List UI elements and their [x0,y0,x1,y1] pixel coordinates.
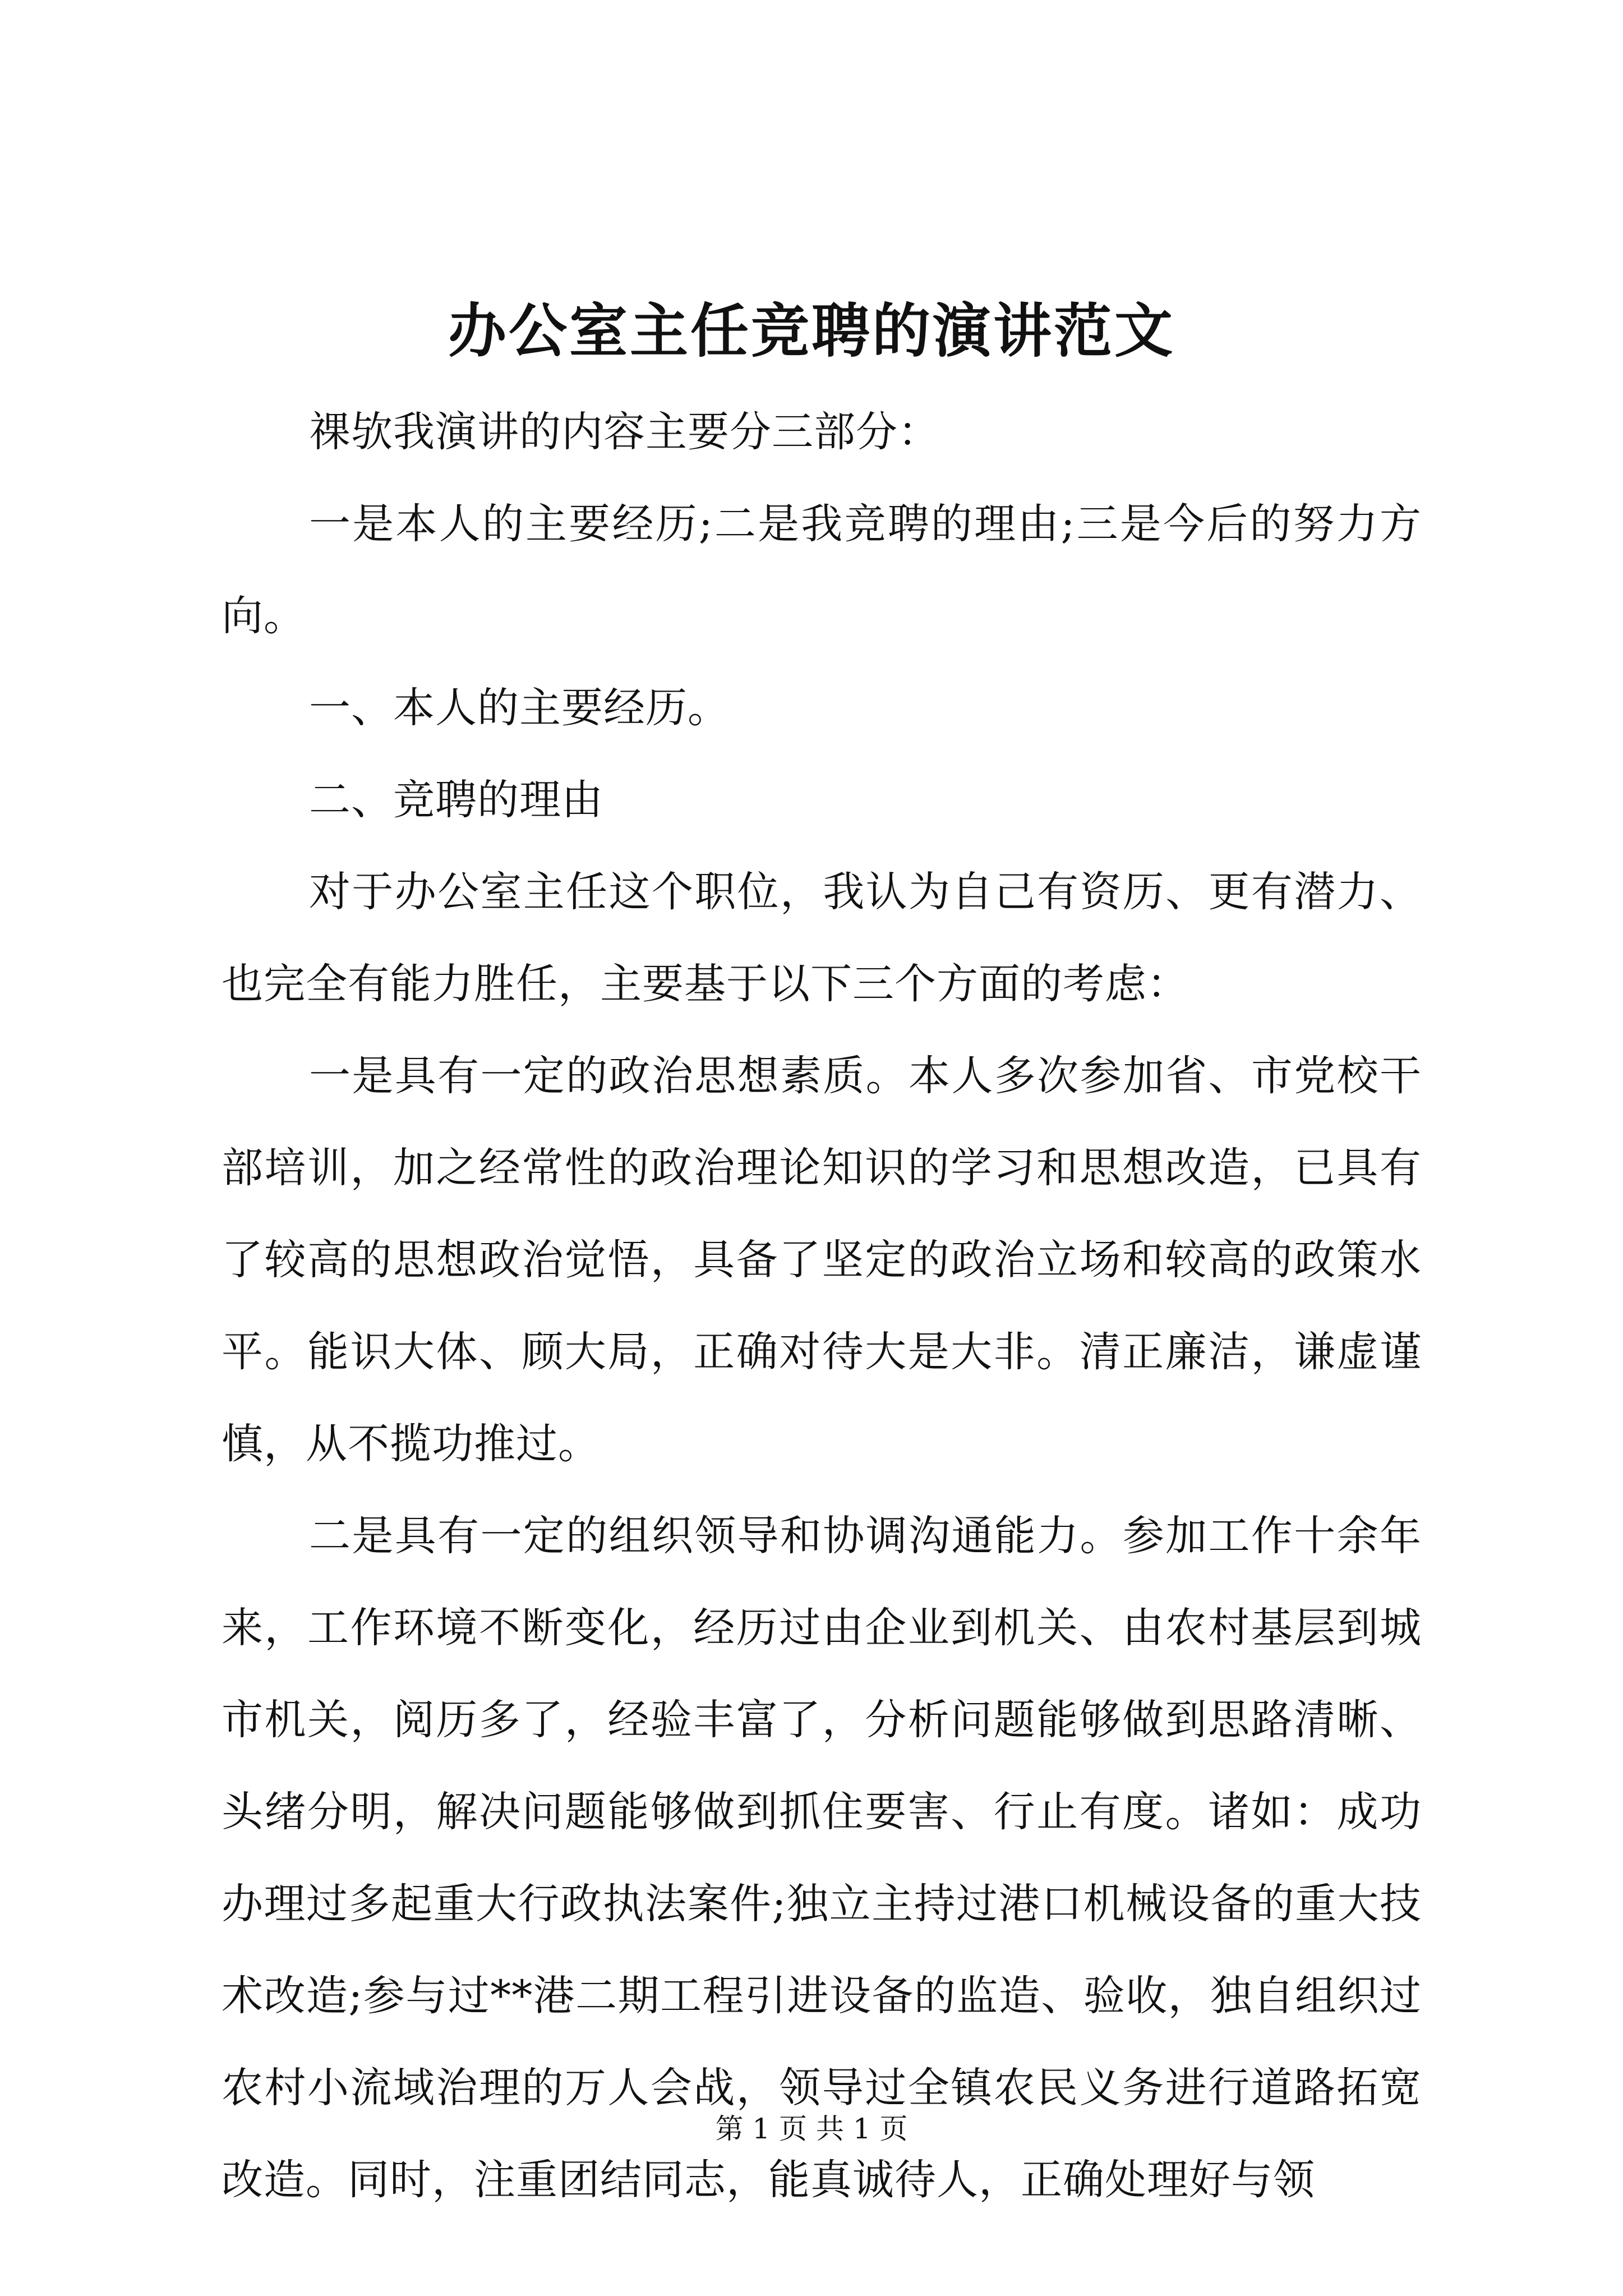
paragraph-reasons-intro: 对于办公室主任这个职位，我认为自己有资历、更有潜力、也完全有能力胜任，主要基于以下三个方面的考虑： [222,868,1422,1008]
heading-reasons: 二、竞聘的理由 [309,776,603,824]
heading-experience: 一、本人的主要经历。 [309,684,730,732]
paragraph-outline: 一是本人的主要经历;二是我竞聘的理由;三是今后的努力方向。 [222,500,1422,640]
paragraph-political-quality: 一是具有一定的政治思想素质。本人多次参加省、市党校干部培训，加之经常性的政治理论知识的学习和思想改造，已具有了较高的思想政治觉悟，具备了坚定的政治立场和较高的政策水平。能识大体、顾大局，正确对待大是大非。清正廉洁，谦虚谨慎，从不揽功推过。 [222,1052,1422,1468]
document-body [222,386,1422,2226]
paragraph-intro: 祼欤我演讲的内容主要分三部分： [309,408,940,456]
document-title: 办公室主任竞聘的演讲范文 [448,296,1175,365]
paragraph-leadership-ability: 二是具有一定的组织领导和协调沟通能力。参加工作十余年来，工作环境不断变化，经历过由企业到机关、由农村基层到城市机关，阅历多了，经验丰富了，分析问题能够做到思路清晰、头绪分明，解决问题能够做到抓住要害、行止有度。诸如：成功办理过多起重大行政执法案件;独立主持过港口机械设备的重大技术改造;参与过**港二期工程引进设备的监造、验收，独自组织过农村小流域治理的万人会战，领导过全镇农民义务进行道路拓宽改造。同时，注重团结同志，能真诚待人，正确处理好与领 [222,1512,1422,2204]
page-footer: 第 1 页 共 1 页 [715,2113,908,2145]
